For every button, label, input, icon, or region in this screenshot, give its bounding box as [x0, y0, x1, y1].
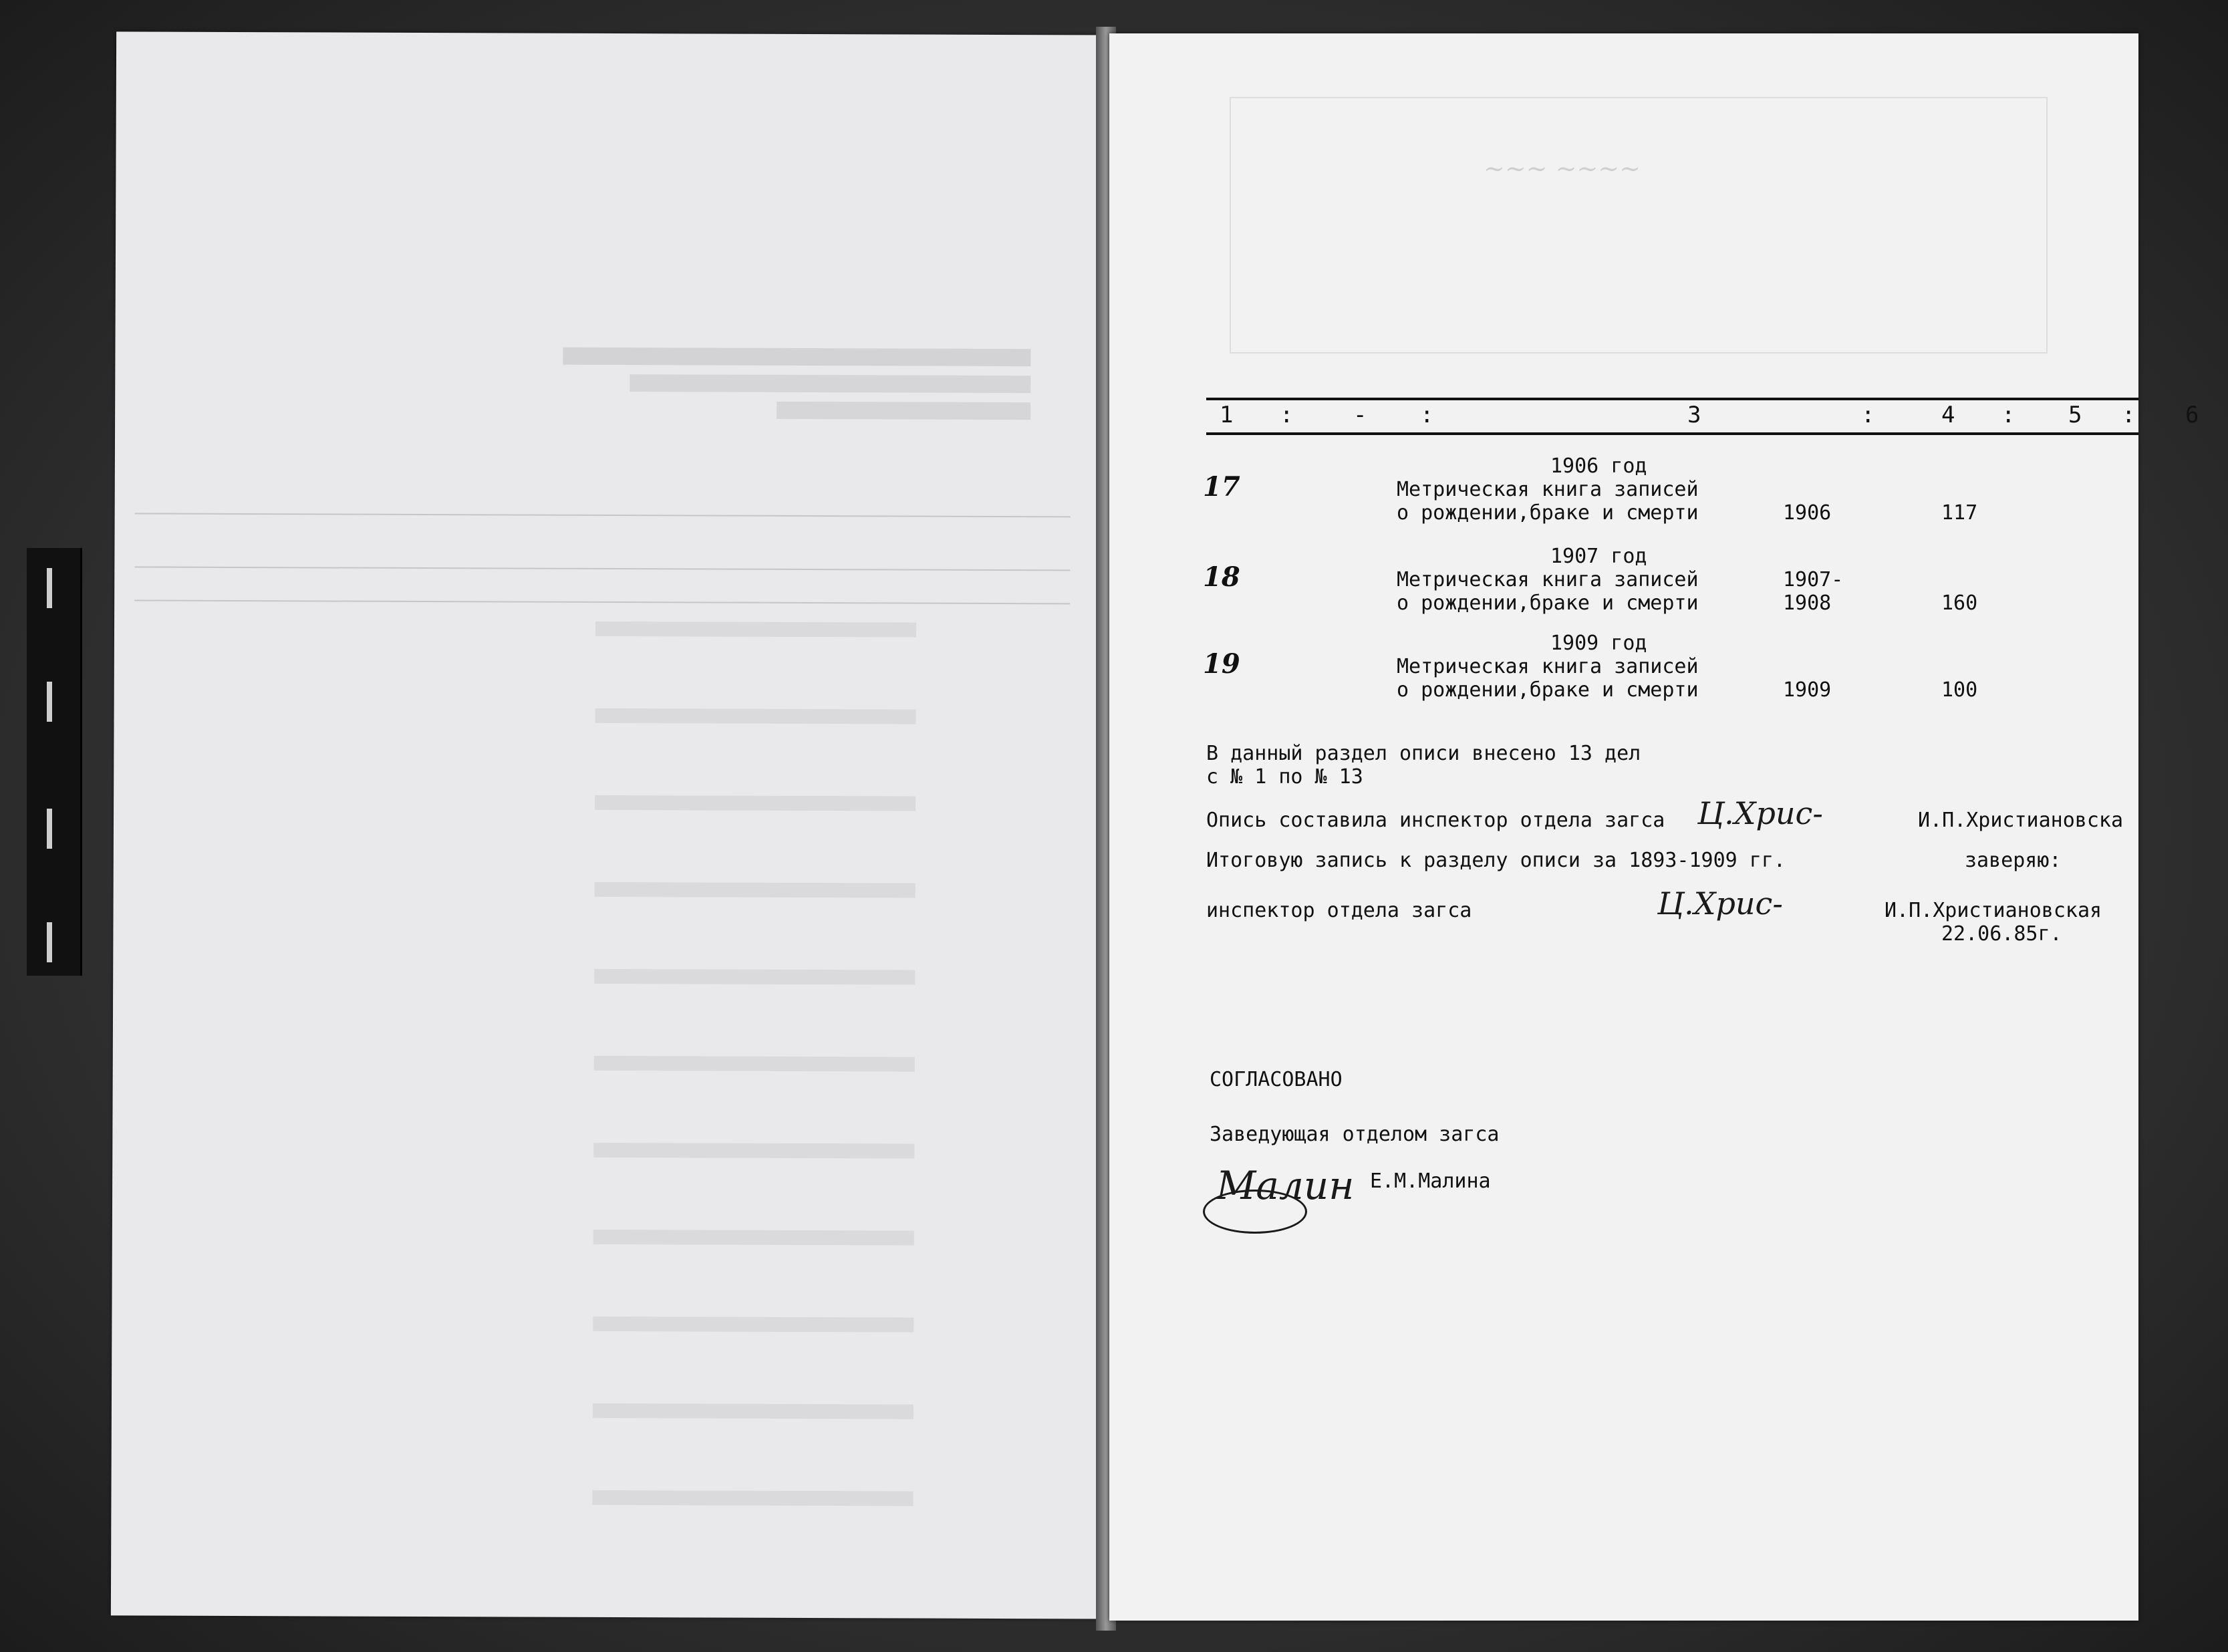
- table-header-row: [1206, 398, 2199, 435]
- entry-year-heading: 1906 год: [1550, 454, 1647, 478]
- entry-year-heading: 1909 год: [1550, 632, 1647, 655]
- header-col-5: 5: [2068, 402, 2082, 428]
- binding-stitch: [47, 922, 52, 962]
- agreed-label: СОГЛАСОВАНО: [1210, 1068, 1343, 1091]
- left-page: [111, 31, 1119, 1619]
- inspector-signature: Ц.Хрис-: [1657, 885, 1783, 922]
- entry-title-line1: Метрическая книга записей: [1397, 568, 1699, 591]
- entry-sheets: 100: [1941, 678, 1978, 702]
- header-sep: :: [1280, 402, 1294, 428]
- summary-line: В данный раздел описи внесено 13 дел: [1206, 742, 1641, 765]
- binding-stitch: [47, 682, 52, 722]
- signature-flourish: [1203, 1190, 1307, 1234]
- certify-label: заверяю:: [1965, 849, 2062, 872]
- binding-stitch: [47, 568, 52, 608]
- entry-title-line1: Метрическая книга записей: [1397, 655, 1699, 678]
- summary-range: с № 1 по № 13: [1206, 765, 1363, 789]
- entry-year-heading: 1907 год: [1550, 545, 1647, 568]
- header-sep: :: [2122, 402, 2136, 428]
- entry-dates: 1907-: [1783, 568, 1844, 591]
- header-sep: :: [2001, 402, 2015, 428]
- right-page: [1109, 33, 2199, 1621]
- header-col-4: 4: [1941, 402, 1955, 428]
- entry-title-line2: о рождении,браке и смерти: [1397, 501, 1699, 525]
- head-title: Заведующая отделом загса: [1210, 1123, 1500, 1146]
- final-record-label: Итоговую запись к разделу описи за 1893-1909 гг.: [1206, 849, 1786, 872]
- header-col-1: 1: [1220, 402, 1234, 428]
- entry-sheets: 117: [1941, 501, 1978, 525]
- header-col-6: 6: [2185, 402, 2199, 428]
- entry-title-line2: о рождении,браке и смерти: [1397, 678, 1699, 702]
- faded-handwriting: ~~~ ~~~~: [1484, 154, 1641, 183]
- binding-stitch: [47, 809, 52, 849]
- entry-dates: 1906: [1783, 501, 1832, 525]
- entry-number: 18: [1203, 561, 1240, 593]
- entry-number: 17: [1203, 471, 1240, 503]
- inspector-name: И.П.Христиановская: [1885, 899, 2102, 922]
- header-col-2: -: [1353, 402, 1367, 428]
- compiled-by-name: И.П.Христиановска: [1918, 809, 2124, 832]
- entry-number: 19: [1203, 648, 1240, 680]
- entry-title-line2: о рождении,браке и смерти: [1397, 591, 1699, 615]
- head-signature: Малин: [1216, 1163, 1355, 1208]
- faded-stamp: [1230, 97, 2048, 354]
- entry-sheets: 160: [1941, 591, 1978, 615]
- header-col-3: 3: [1687, 402, 1701, 428]
- sign-date: 22.06.85г.: [1941, 922, 2062, 946]
- inspector-label: инспектор отдела загса: [1206, 899, 1472, 922]
- head-name: Е.М.Малина: [1370, 1169, 1491, 1193]
- compiled-by-label: Опись составила инспектор отдела загса: [1206, 809, 1665, 832]
- entry-dates-end: 1908: [1783, 591, 1832, 615]
- entry-dates: 1909: [1783, 678, 1832, 702]
- compiler-signature: Ц.Хрис-: [1697, 795, 1823, 831]
- header-sep: :: [1861, 402, 1875, 428]
- header-sep: :: [1420, 402, 1434, 428]
- entry-title-line1: Метрическая книга записей: [1397, 478, 1699, 501]
- binding-strip: [27, 548, 82, 976]
- bleed-through-texture: [111, 31, 1119, 1619]
